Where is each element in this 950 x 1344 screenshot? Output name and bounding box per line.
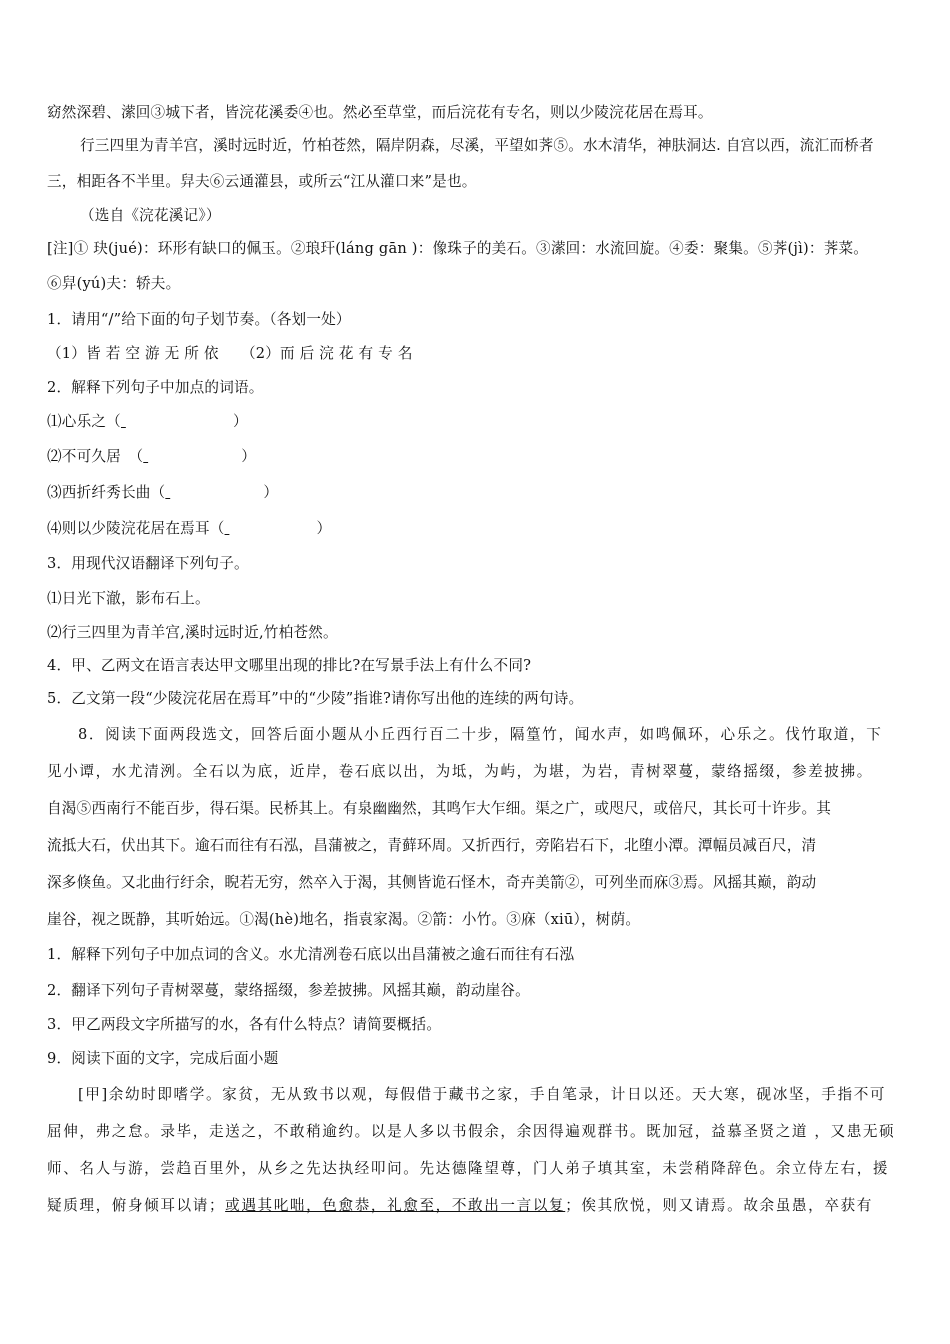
question-9-underlined-sentence: 或遇其叱咄，色愈恭，礼愈至，不敢出一言以复 — [225, 1197, 566, 1214]
answer-blank-c[interactable] — [165, 483, 263, 503]
question-8-passage-line-4: 流抵大石，伏出其下。逾石而往有石泓，昌蒲被之，青藓环周。又折西行，旁陷岩石下，北堕小潭。潭幅员减百尺，清 — [47, 837, 817, 854]
question-7-2-b — [47, 447, 908, 467]
question-7-2: 2．解释下列句子中加点的词语。 — [47, 379, 264, 396]
question-9-passage-line-1: [甲]余幼时即嗜学。家贫，无从致书以观，每假借于藏书之家，手自笔录，计日以还。天大寒，砚冰坚，手指不可 — [78, 1086, 887, 1103]
question-7-2-d-label: ⑷则以少陵浣花居在焉耳（ — [47, 520, 225, 537]
question-7-2-a — [47, 412, 908, 432]
question-7-1-items: （1）皆 若 空 游 无 所 依 （2）而 后 浣 花 有 专 名 — [47, 345, 413, 362]
question-7-5: 5．乙文第一段“少陵浣花居在焉耳”中的“少陵”指谁?请你写出他的连续的两句诗。 — [47, 690, 584, 707]
question-8-passage-line-2: 见小谭，水尤清洌。全石以为底，近岸，卷石底以出，为坻，为屿，为堪，为岩，青树翠蔓，蒙络摇缀，参差披拂。 — [47, 763, 873, 780]
question-7-2-b-close: ） — [241, 448, 257, 465]
answer-blank-a[interactable] — [121, 412, 233, 432]
question-7-1: 1．请用“/”给下面的句子划节奏。（各划一处） — [47, 311, 351, 328]
question-8-passage-line-6: 崖谷，视之既静，其听始远。①渴(hè)地名，指袁家渴。②箭：小竹。③庥（xiū），树荫。 — [47, 911, 641, 928]
passage-b-line-2: 行三四里为青羊宫，溪时远时近，竹柏苍然，隔岸阴森，尽溪，平望如荠⑤。水木清华，神肤洞达. 自宫以西，流汇而桥者 — [80, 137, 874, 154]
question-7-2-d-close: ） — [316, 520, 332, 537]
question-9-passage-line-3: 师、名人与游，尝趋百里外，从乡之先达执经叩问。先达德隆望尊，门人弟子填其室，未尝稍降辞色。余立侍左右，援 — [47, 1160, 890, 1177]
question-9-line-4-end: ；俟其欣悦，则又请焉。故余虽愚，卒获有 — [565, 1197, 873, 1214]
question-7-3-a: ⑴日光下澈，影布石上。 — [47, 590, 210, 607]
passage-b-line-3: 三，相距各不半里。舁夫⑥云通灌县，或所云“江从灌口来”是也。 — [47, 173, 477, 190]
question-7-2-a-label: ⑴心乐之（ — [47, 413, 121, 430]
answer-blank-d[interactable] — [225, 519, 317, 539]
question-7-2-b-label: ⑵不可久居 （ — [47, 448, 144, 465]
question-8-1: 1．解释下列句子中加点词的含义。水尤清冽卷石底以出昌蒲被之逾石而往有石泓 — [47, 946, 575, 963]
question-8-2: 2．翻译下列句子青树翠蔓，蒙络摇缀，参差披拂。风摇其巅，韵动崖谷。 — [47, 982, 530, 999]
question-7-3: 3．用现代汉语翻译下列句子。 — [47, 555, 249, 572]
question-7-2-c — [47, 483, 908, 503]
annotation-line-2: ⑥舁(yú)夫：轿夫。 — [47, 275, 181, 292]
annotation-line-1: [注]① 玦(jué)：环形有缺口的佩玉。②琅玕(láng gān )：像珠子的美石。③潆回：水流回旋。④委：聚集。⑤荠(jì)：荠菜。 — [47, 240, 869, 257]
question-8-passage-line-5: 深多倏鱼。又北曲行纡余，睨若无穷，然卒入于渴，其侧皆诡石怪木，奇卉美箭②，可列坐而庥③焉。风摇其巅，韵动 — [47, 874, 817, 891]
question-8-passage-line-1: 8．阅读下面两段选文，回答后面小题从小丘西行百二十步，隔篁竹，闻水声，如鸣佩环，心乐之。伐竹取道，下 — [78, 726, 883, 743]
question-9-passage-line-2: 屈伸，弗之怠。录毕，走送之，不敢稍逾约。以是人多以书假余，余因得遍观群书。既加冠，益慕圣贤之道 ，又患无硕 — [47, 1123, 896, 1140]
question-8-3: 3．甲乙两段文字所描写的水，各有什么特点？请简要概括。 — [47, 1016, 442, 1033]
question-7-2-d — [47, 519, 908, 539]
question-7-2-c-label: ⑶西折纤秀长曲（ — [47, 484, 166, 501]
answer-blank-b[interactable] — [143, 447, 241, 467]
question-9-line-4-start: 疑质理，俯身倾耳以请； — [47, 1197, 226, 1214]
question-7-4: 4．甲、乙两文在语言表达甲文哪里出现的排比?在写景手法上有什么不同? — [47, 657, 532, 674]
passage-source: （选自《浣花溪记》） — [80, 207, 221, 224]
question-9-title: 9．阅读下面的文字，完成后面小题 — [47, 1050, 279, 1067]
question-7-2-c-close: ） — [263, 484, 279, 501]
question-7-2-a-close: ） — [232, 413, 248, 430]
question-9-passage-line-4 — [47, 1196, 908, 1216]
question-7-3-b: ⑵行三四里为青羊宫,溪时远时近,竹柏苍然。 — [47, 624, 338, 641]
passage-b-line-1: 窈然深碧、潆回③城下者，皆浣花溪委④也。然必至草堂，而后浣花有专名，则以少陵浣花居在焉耳。 — [47, 104, 713, 121]
question-8-passage-line-3: 自渴⑤西南行不能百步，得石渠。民桥其上。有泉幽幽然，其鸣乍大乍细。渠之广，或咫尺，或倍尺，其长可十许步。其 — [47, 800, 832, 817]
